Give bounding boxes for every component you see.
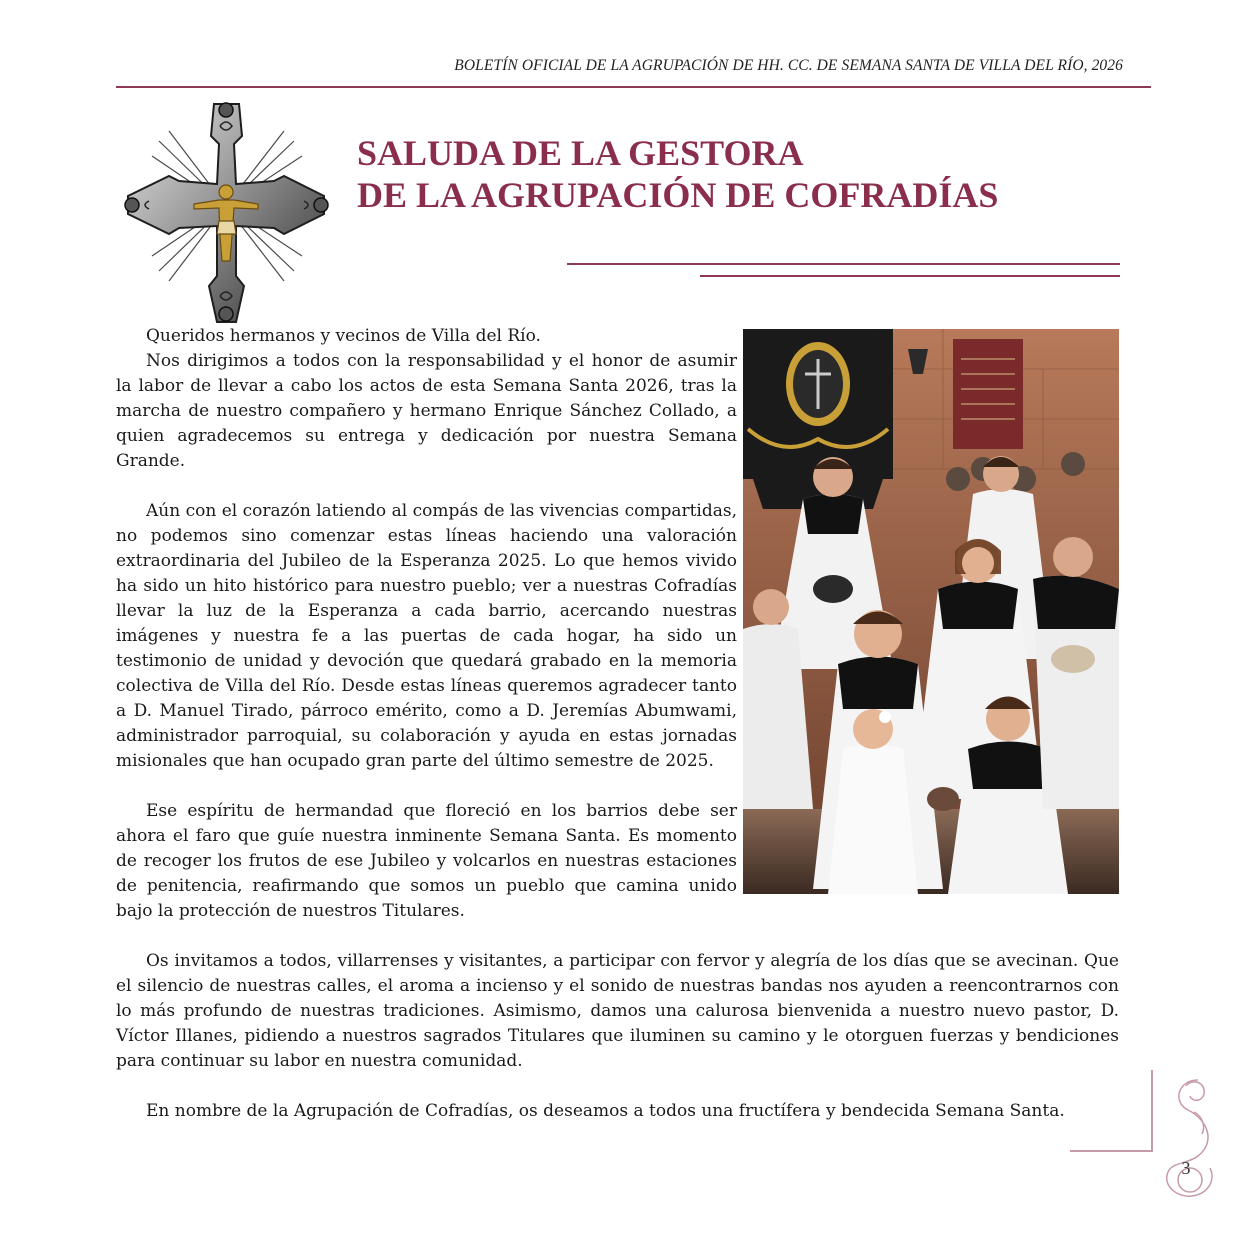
procession-photo — [743, 329, 1119, 894]
paragraph-2: Nos dirigimos a todos con la responsabilidad y el honor de asumir la labor de llevar a cabo los actos de esta Semana Santa 2026, tras la marcha de nuestro compañero y hermano Enrique Sánchez Collado, a quien agradecemos su entrega y dedicación por nuestra Semana Grande. — [116, 351, 737, 471]
title-rule-lower — [700, 275, 1120, 277]
paragraph-5: Os invitamos a todos, villarrenses y visitantes, a participar con fervor y alegría de los días que se avecinan. Que el silencio de nuestras calles, el aroma a incienso y el sonido de nuestras bandas nos ayuden a reencontrarnos con lo más profundo de nuestras tradiciones. Asimismo, damos una calurosa bienvenida a nuestro nuevo pastor, D. Víctor Illanes, pidiendo a nuestros sagrados Titulares que iluminen su camino y le otorguen fuerzas y bendiciones para continuar su labor en nuestra comunidad. — [116, 951, 1119, 1071]
page-number: 3 — [1181, 1158, 1191, 1178]
title-line-2: DE LA AGRUPACIÓN DE COFRADÍAS — [357, 175, 999, 215]
title-line-1: SALUDA DE LA GESTORA — [357, 133, 804, 173]
paragraph-4: Ese espíritu de hermandad que floreció en los barrios debe ser ahora el faro que guíe nuestra inminente Semana Santa. Es momento de recoger los frutos de ese Jubileo y volcarlos en nuestras estaciones de penitencia, reafirmando que somos un pueblo que camina unido bajo la protección de nuestros Titulares. — [116, 801, 737, 921]
title-rule-upper — [567, 263, 1120, 265]
article-body — [116, 324, 1119, 1124]
corner-rule-vertical — [1151, 1070, 1153, 1152]
decorative-flourish-icon — [1158, 1072, 1224, 1202]
paragraph-3: Aún con el corazón latiendo al compás de las vivencias compartidas, no podemos sino comenzar estas líneas haciendo una valoración extraordinaria del Jubileo de la Esperanza 2025. Lo que hemos vivido ha sido un hito histórico para nuestro pueblo; ver a nuestras Cofradías llevar la luz de la Esperanza a cada barrio, acercando nuestras imágenes y nuestra fe a las puertas de cada hogar, ha sido un testimonio de unidad y devoción que quedará grabado en la memoria colectiva de Villa del Río. Desde estas líneas queremos agradecer tanto a D. Manuel Tirado, párroco emérito, como a D. Jeremías Abumwami, administrador parroquial, su colaboración y ayuda en estas jornadas misionales que han ocupado gran parte del último semestre de 2025. — [116, 501, 737, 771]
corner-rule-horizontal — [1070, 1150, 1153, 1152]
running-header: BOLETÍN OFICIAL DE LA AGRUPACIÓN DE HH. CC. DE SEMANA SANTA DE VILLA DEL RÍO, 2026 — [454, 57, 1123, 74]
procession-photo-image — [743, 329, 1119, 894]
header-divider — [116, 86, 1151, 88]
page-title — [357, 132, 998, 216]
paragraph-1: Queridos hermanos y vecinos de Villa del Río. — [146, 326, 541, 346]
ornate-crucifix-cross-icon — [124, 96, 329, 324]
paragraph-6: En nombre de la Agrupación de Cofradías, os deseamos a todos una fructífera y bendecida Semana Santa. — [146, 1101, 1065, 1121]
